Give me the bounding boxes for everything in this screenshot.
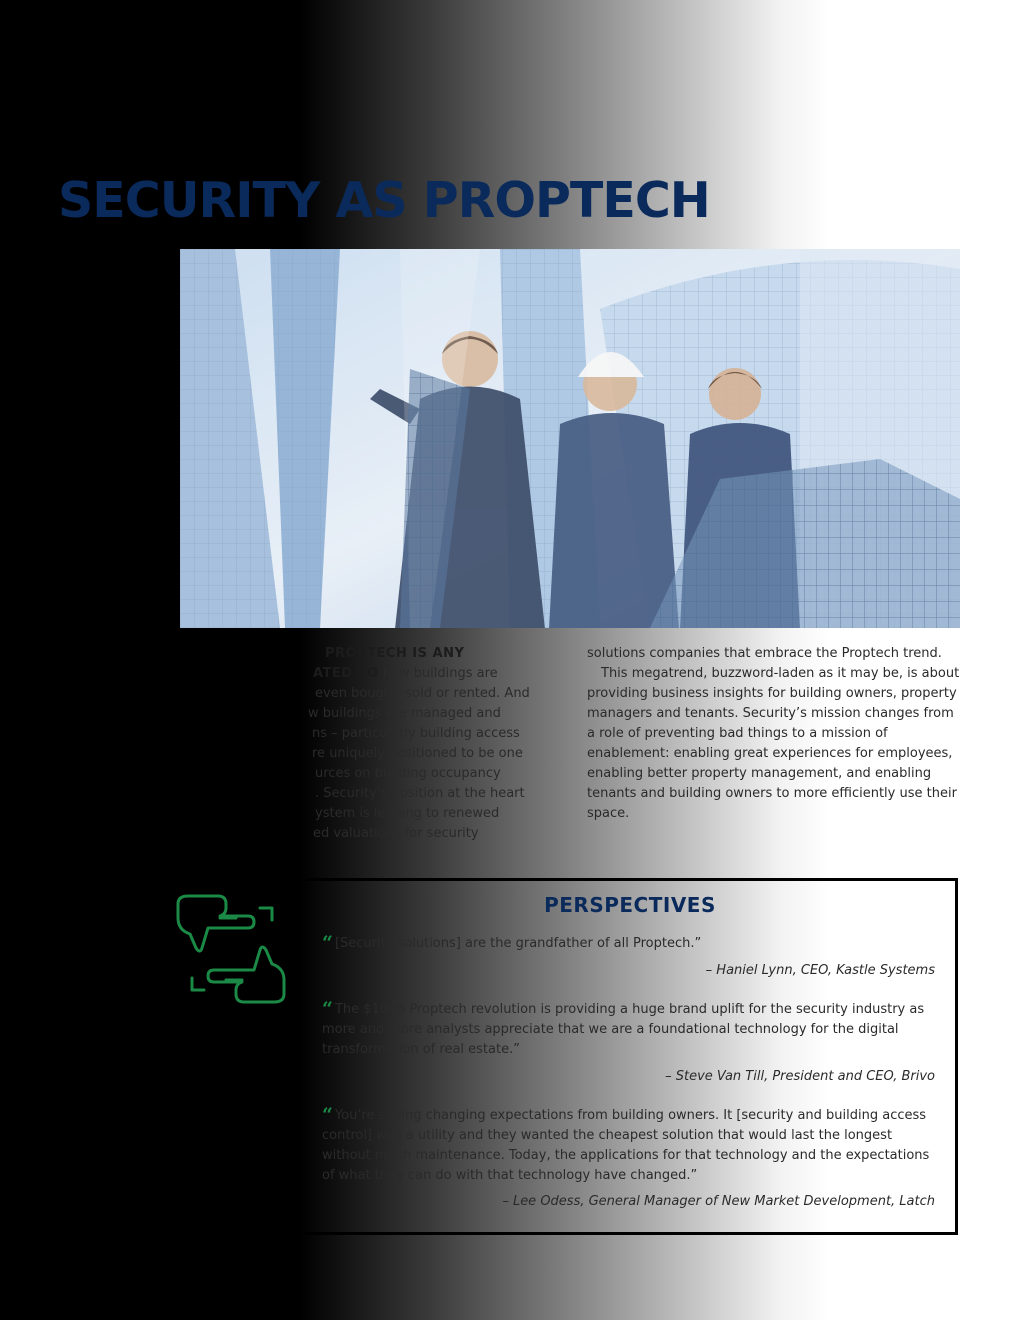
quote-mark-icon: “ [322,998,333,1020]
quote-attribution: – Steve Van Till, President and CEO, Brivo [665,1069,935,1084]
quote-attribution: – Lee Odess, General Manager of New Market Development, Latch [502,1194,935,1209]
body-line: ns – particularly building access [312,726,520,741]
hero-photo [180,249,960,628]
thumbs-up-down-icon [176,890,288,1010]
body-paragraph: This megatrend, buzzword-laden as it may be, is about providing business insights for building owners, property managers and tenants. Security’s mission changes from a role of preventing bad things to a mission of enablement: enabling great experiences for employees, enabling better property management, and enabling tenants and building owners to more efficiently use their space. [587,666,960,821]
body-line: urces on building occupancy [315,766,501,781]
perspectives-heading: PERSPECTIVES [544,893,716,917]
lead-in-text-2: ATED TO [313,666,379,681]
body-line: re uniquely positioned to be one [312,746,523,761]
body-line: ed valuations for security [313,826,479,841]
quote-2 [322,999,940,1060]
quote-mark-icon: “ [322,1104,333,1126]
body-line: w buildings are managed and [308,706,501,721]
body-column-left [180,644,552,844]
body-column-right [587,644,960,824]
body-line: even bought, sold or rented. And [315,686,530,701]
quote-3 [322,1105,940,1186]
perspectives-box [305,878,958,1235]
body-line: . Security’s position at the heart [315,786,525,801]
body-line: ystem is leading to renewed [315,806,500,821]
quote-text: The $100B Proptech revolution is providing a huge brand uplift for the security industry as more and more analysts appreciate that we are a foundational technology for the digital transformation of real estate.” [322,1002,925,1057]
lead-in-text: PROPTECH IS ANY [325,646,465,661]
quote-1 [322,933,940,954]
quote-mark-icon: “ [322,932,333,954]
quote-text: [Security solutions] are the grandfather of all Proptech.” [334,936,702,951]
body-paragraph: solutions companies that embrace the Proptech trend. [587,646,942,661]
page-title: SECURITY AS PROPTECH [58,172,710,229]
body-text: how buildings are [378,666,498,681]
quote-text: You’re seeing changing expectations from building owners. It [security and building access control] was a utility and they wanted the cheapest solution that would last the longest without much maintenance. Today, the applications for that technology and the expectations of what they can do with that technology have changed.” [322,1108,930,1183]
quote-attribution: – Haniel Lynn, CEO, Kastle Systems [705,963,935,978]
